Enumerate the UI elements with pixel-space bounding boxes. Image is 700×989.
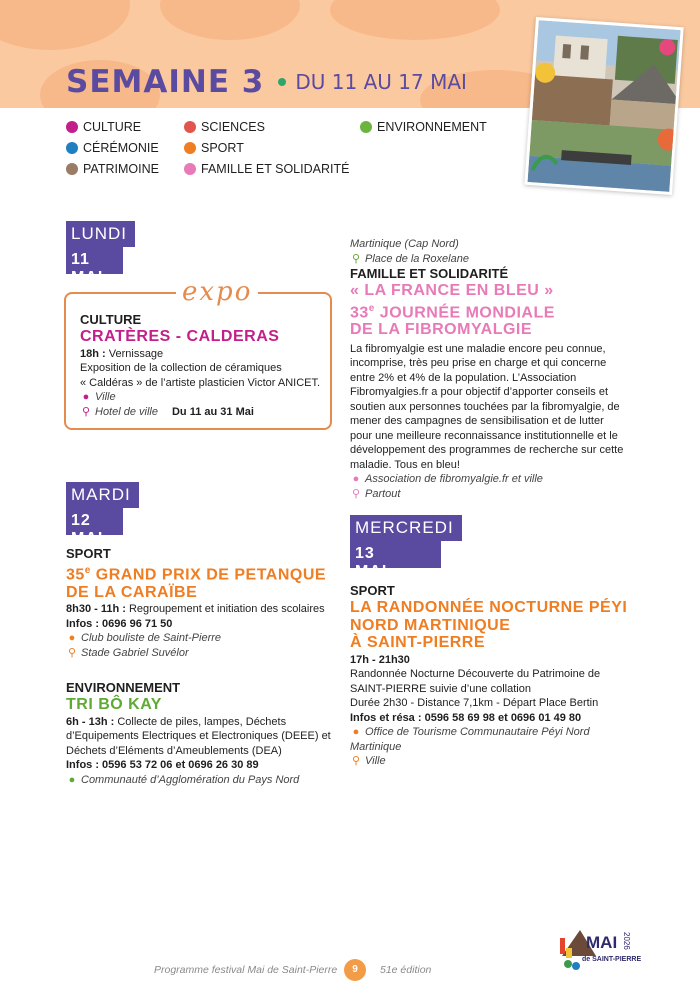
event-place-line	[66, 646, 336, 661]
logo-sub: de SAINT-PIERRE	[582, 956, 642, 963]
location-pin-icon: ⚲	[351, 487, 361, 500]
event-organizer-line	[80, 390, 328, 405]
event-place: Stade Gabriel Suvélor	[81, 646, 189, 659]
event-place-line	[350, 754, 650, 769]
person-icon: ●	[68, 632, 76, 645]
footer-edition: 51e édition	[380, 964, 432, 976]
legend-item-patrimoine	[66, 162, 159, 176]
event-tribokay	[66, 680, 342, 787]
famille-dot-icon	[184, 163, 196, 175]
title-sup: e	[84, 565, 91, 576]
event-info: Infos et résa : 0596 58 69 98 et 0696 01 49 80	[350, 711, 582, 724]
event-organizer-line	[66, 773, 342, 788]
legend-item-sport	[184, 141, 244, 155]
legend-item-famille	[184, 162, 349, 176]
event-desc: SAINT-PIERRE suivie d’une collation	[350, 682, 531, 695]
event-organizer: Club bouliste de Saint-Pierre	[81, 632, 222, 645]
event-place-line	[80, 405, 328, 420]
legend-label: ENVIRONNEMENT	[377, 120, 487, 134]
event-fibromyalgie	[350, 266, 650, 501]
event-randonnee	[350, 583, 650, 769]
event-petanque	[66, 546, 336, 660]
event-desc: Durée 2h30 - Distance 7,1km - Départ Place Bertin	[350, 697, 599, 709]
event-organizer-line	[66, 631, 336, 646]
event-title-2: NORD MARTINIQUE	[350, 616, 511, 634]
legend-label: CÉRÉMONIE	[83, 141, 159, 155]
day-date: 11 MAI	[66, 247, 123, 274]
location-pin-icon: ⚲	[67, 646, 77, 659]
location-pin-icon: ⚲	[81, 405, 91, 418]
patrimoine-dot-icon	[66, 163, 78, 175]
festival-logo	[556, 926, 642, 974]
event-time-desc: Regroupement et initiation des scolaires	[125, 603, 325, 616]
footer-program: Programme festival Mai de Saint-Pierre	[154, 964, 338, 976]
title-part: GRAND PRIX DE PETANQUE	[90, 566, 327, 584]
week-dates: DU 11 AU 17 MAI	[295, 70, 467, 94]
title-part: JOURNÉE MONDIALE	[374, 303, 555, 321]
sciences-dot-icon	[184, 121, 196, 133]
event-organizer-cont: Martinique	[350, 740, 402, 753]
event-place: Ville	[365, 755, 386, 767]
desc-line: incomprise, très peu prise en charge et qui concerne	[350, 357, 607, 370]
continued-line: Martinique (Cap Nord)	[350, 238, 459, 250]
location-pin-icon: ⚲	[351, 252, 361, 265]
page-number: 9	[344, 959, 366, 981]
event-category: SPORT	[350, 583, 395, 598]
event-title: LA RANDONNÉE NOCTURNE PÉYI	[350, 599, 628, 616]
legend-label: FAMILLE ET SOLIDARITÉ	[201, 162, 350, 176]
desc-line: Fibromyalgies.fr a pour objectif d’apporter conseils et	[350, 386, 609, 399]
event-organizer: Office de Tourisme Communautaire Péyi Nord	[365, 726, 590, 738]
event-time: 8h30 - 11h :	[66, 603, 126, 616]
person-icon: ●	[68, 773, 76, 786]
event-continuation	[350, 237, 650, 266]
day-date: 12 MAI	[66, 508, 123, 535]
legend-label: CULTURE	[83, 120, 142, 134]
logo-main: MAI	[586, 933, 618, 952]
event-period: Du 11 au 31 Mai	[171, 405, 254, 418]
event-title: CRATÈRES - CALDERAS	[80, 328, 280, 345]
event-title-2: DE LA CARAÏBE	[66, 583, 198, 601]
title-sup: e	[368, 302, 375, 314]
day-name: MARDI	[66, 482, 139, 508]
day-name: LUNDI	[66, 221, 135, 247]
photo-collage	[524, 17, 683, 195]
event-category: SPORT	[66, 546, 111, 561]
event-desc: « Caldéras » de l’artiste plasticien Victor ANICET.	[80, 376, 321, 389]
logo-year: 2026	[622, 932, 631, 950]
event-organizer-line	[350, 472, 650, 487]
event-desc: Randonnée Nocturne Découverte du Patrimoine de	[350, 668, 601, 680]
event-desc: Collecte de piles, lampes, Déchets	[114, 715, 287, 728]
event-place-line	[350, 252, 650, 267]
ceremonie-dot-icon	[66, 142, 78, 154]
legend-label: SCIENCES	[201, 120, 265, 134]
event-time: 18h :	[80, 347, 106, 360]
collage-image	[527, 20, 684, 195]
event-info: Infos : 0596 53 72 06 et 0696 26 30 89	[66, 759, 259, 771]
desc-line: maladie. Tous en bleu!	[350, 458, 460, 471]
environnement-dot-icon	[360, 121, 372, 133]
day-name: MERCREDI	[350, 515, 462, 541]
event-time-line	[80, 347, 328, 362]
legend-item-culture	[66, 120, 141, 134]
person-icon: ●	[352, 473, 360, 486]
event-category: FAMILLE ET SOLIDARITÉ	[350, 266, 509, 281]
desc-line: développement des programmes de recherche sur cette	[350, 444, 624, 457]
event-place: Partout	[365, 487, 401, 500]
event-time-line	[66, 602, 336, 617]
event-title-3: À SAINT-PIERRE	[350, 634, 486, 651]
legend-item-sciences	[184, 120, 265, 134]
week-title: SEMAINE 3	[66, 64, 265, 100]
legend-label: SPORT	[201, 141, 244, 155]
event-description	[350, 342, 650, 473]
event-time-desc: Vernissage	[105, 347, 164, 360]
title-part: 35	[66, 566, 85, 584]
event-organizer-line	[350, 725, 650, 740]
event-desc: d’Equipements Electriques et Electroniques (DEEE) et	[66, 730, 331, 742]
legend-item-environnement	[360, 120, 487, 134]
event-title-3: DE LA FIBROMYALGIE	[350, 321, 533, 339]
title-part: 33	[350, 303, 369, 321]
location-pin-icon: ⚲	[351, 755, 361, 767]
event-info: Infos : 0696 96 71 50	[66, 617, 173, 630]
desc-line: mener des campagnes de sensibilisation et de lutter	[350, 415, 604, 428]
event-category: ENVIRONNEMENT	[66, 680, 181, 695]
event-category: CULTURE	[80, 312, 142, 327]
person-icon: ●	[352, 726, 360, 738]
event-title: « LA FRANCE EN BLEU »	[350, 282, 554, 299]
event-organizer: Association de fibromyalgie.fr et ville	[365, 473, 543, 486]
event-place-line	[350, 487, 650, 502]
day-date: 13 MAI	[350, 541, 441, 568]
event-place: Place de la Roxelane	[365, 252, 469, 265]
event-place: Hotel de ville	[95, 405, 158, 418]
culture-dot-icon	[66, 121, 78, 133]
event-title	[66, 562, 336, 584]
desc-line: La fibromyalgie est une maladie encore peu connue,	[350, 342, 606, 355]
green-dot-icon	[278, 78, 286, 86]
desc-line: entre 2% et 4% de la population. L’Association	[350, 371, 577, 384]
person-icon: ●	[82, 391, 90, 403]
legend-item-ceremonie	[66, 141, 159, 155]
event-organizer: Ville	[95, 391, 116, 403]
desc-line: pour une meilleure reconnaissance institutionnelle et le	[350, 429, 618, 442]
event-title-2	[350, 300, 650, 322]
expo-label: expo	[176, 277, 258, 307]
legend-label: PATRIMOINE	[83, 162, 159, 176]
event-desc: Déchets d’Eléments d’Ameublements (DEA)	[66, 744, 282, 757]
category-legend	[66, 118, 526, 180]
event-time-line	[66, 715, 342, 730]
event-title: TRI BÔ KAY	[66, 696, 162, 713]
event-desc: Exposition de la collection de céramiques	[80, 362, 282, 374]
event-crateres	[80, 312, 328, 419]
event-time: 17h - 21h30	[350, 653, 410, 666]
desc-line: soutien aux personnes touchées par la fibromyalgie, de	[350, 400, 620, 413]
week-header	[66, 60, 467, 104]
event-organizer: Communauté d’Agglomération du Pays Nord	[81, 773, 300, 786]
event-time: 6h - 13h :	[66, 715, 115, 728]
sport-dot-icon	[184, 142, 196, 154]
